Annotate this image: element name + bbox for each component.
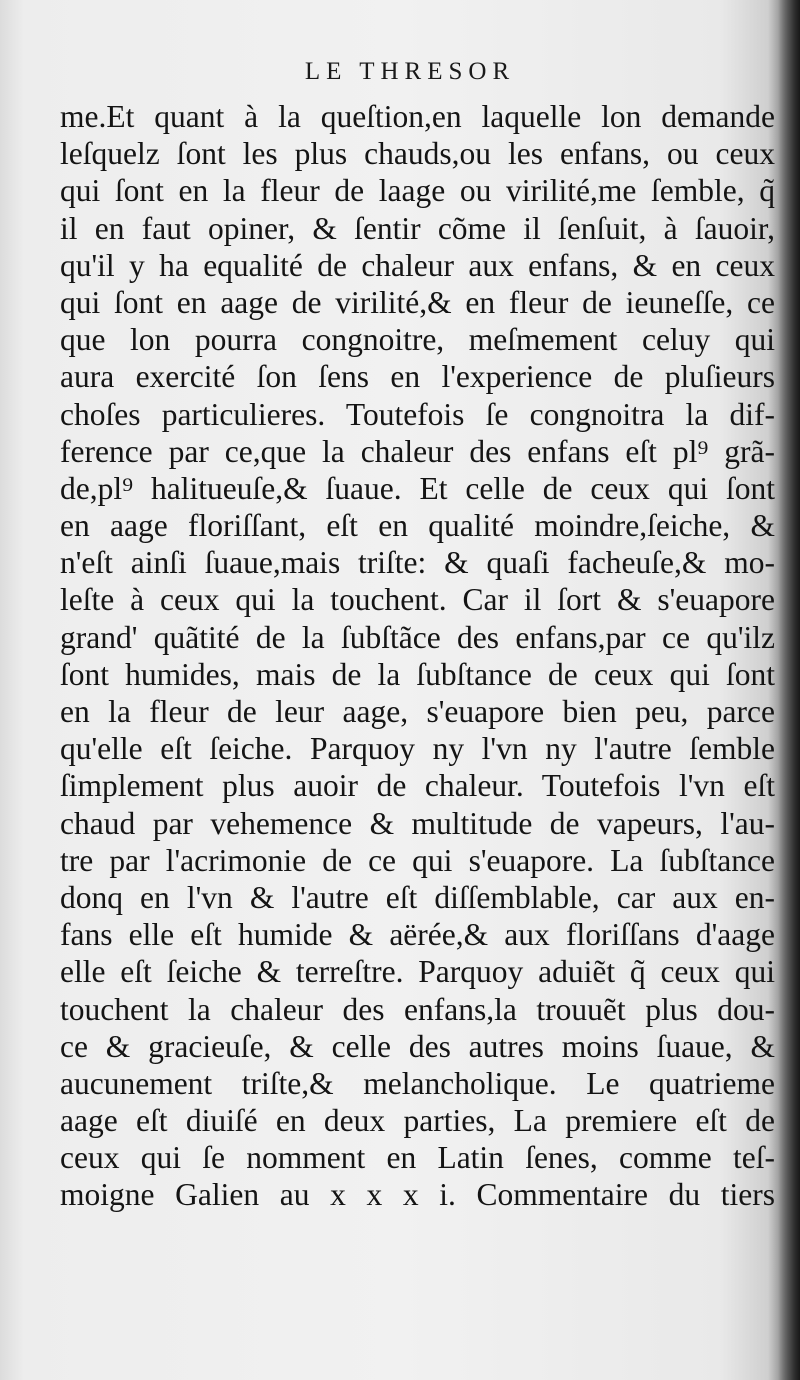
text-line: me.Et quant à la queſtion,en laquelle lon demande — [60, 99, 775, 134]
body-text — [60, 98, 775, 1214]
text-line: en la fleur de leur aage, s'euapore bien peu, parce — [60, 694, 775, 729]
text-line: chaud par vehemence & multitude de vapeurs, l'au- — [60, 805, 775, 841]
text-line: ce & gracieuſe, & celle des autres moins ſuaue, & — [60, 1028, 775, 1064]
text-line: donq en l'vn & l'autre eſt diſſemblable, car aux en- — [60, 879, 775, 915]
text-line: elle eſt ſeiche & terreſtre. Parquoy aduiẽt q̃ ceux qui — [60, 954, 775, 990]
text-line: leſte à ceux qui la touchent. Car il ſort & s'euapore — [60, 582, 775, 618]
text-line: qui ſont en aage de virilité,& en fleur de ieuneſſe, ce — [60, 284, 775, 320]
text-line: aucunement triſte,& melancholique. Le quatrieme — [60, 1065, 775, 1101]
text-line: tre par l'acrimonie de ce qui s'euapore. La ſubſtance — [60, 842, 775, 878]
text-line: leſquelz ſont les plus chauds,ou les enfans, ou ceux — [60, 136, 775, 172]
text-line: fans elle eſt humide & aërée,& aux floriſſans d'aage — [60, 917, 775, 953]
text-line: aura exercité ſon ſens en l'experience de pluſieurs — [60, 359, 775, 395]
text-line: ſimplement plus auoir de chaleur. Toutefois l'vn eſt — [60, 768, 775, 804]
text-line: qu'elle eſt ſeiche. Parquoy ny l'vn ny l'autre ſemble — [60, 731, 775, 767]
text-line: moigne Galien au x x x i. Commentaire du tiers — [60, 1177, 775, 1213]
text-line: qu'il y ha equalité de chaleur aux enfans, & en ceux — [60, 247, 775, 283]
text-line: que lon pourra congnoitre, meſmement celuy qui — [60, 322, 775, 358]
text-line: de,pl⁹ halitueuſe,& ſuaue. Et celle de ceux qui ſont — [60, 470, 775, 506]
text-line: ſont humides, mais de la ſubſtance de ceux qui ſont — [60, 656, 775, 692]
text-line: choſes particulieres. Toutefois ſe congnoitra la dif- — [60, 396, 775, 432]
text-line: grand' quãtité de la ſubſtãce des enfans,par ce qu'ilz — [60, 619, 775, 655]
text-line: il en faut opiner, & ſentir cõme il ſenſuit, à ſauoir, — [60, 210, 775, 246]
text-line: qui ſont en la fleur de laage ou virilité,me ſemble, q̃ — [60, 173, 775, 209]
text-line: n'eſt ainſi ſuaue,mais triſte: & quaſi facheuſe,& mo- — [60, 545, 775, 581]
text-line: touchent la chaleur des enfans,la trouuẽt plus dou- — [60, 991, 775, 1027]
text-line: en aage floriſſant, eſt en qualité moindre,ſeiche, & — [60, 508, 775, 544]
text-line: ference par ce,que la chaleur des enfans eſt pl⁹ grã- — [60, 433, 775, 469]
running-head: LE THRESOR — [304, 58, 516, 85]
text-line: ceux qui ſe nomment en Latin ſenes, comme teſ- — [60, 1140, 775, 1176]
page-edge-shadow — [778, 0, 800, 1380]
text-line: aage eſt diuiſé en deux parties, La premiere eſt de — [60, 1103, 775, 1139]
